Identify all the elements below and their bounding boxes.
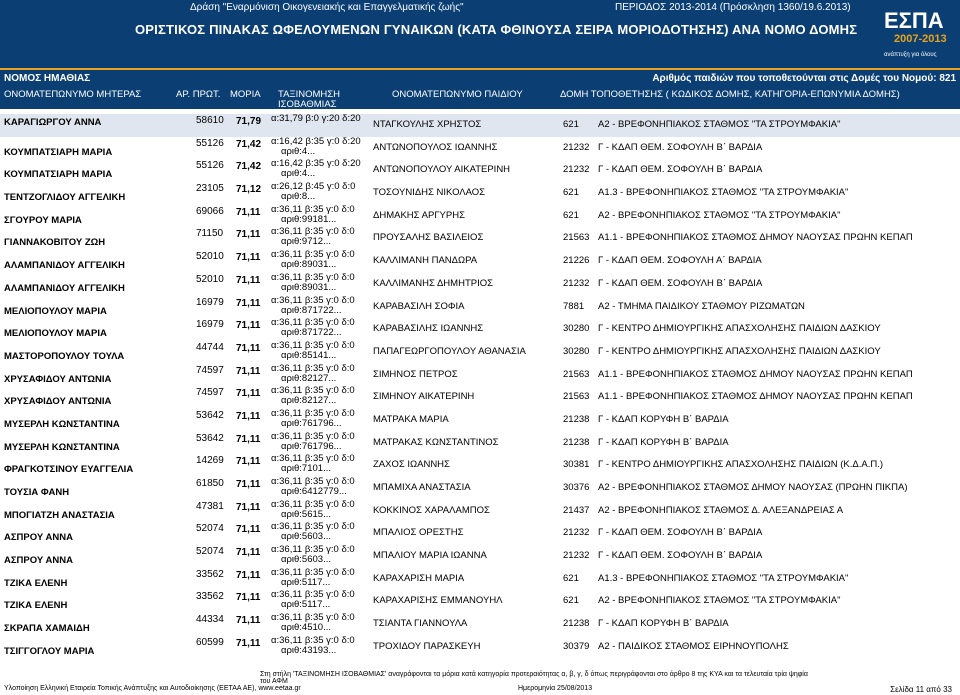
- child-name: ΚΑΛΛΙΜΑΝΗ ΠΑΝΔΩΡΑ: [373, 255, 478, 267]
- prefecture-name: ΝΟΜΟΣ ΗΜΑΘΙΑΣ: [4, 73, 91, 84]
- ranking-criteria: [271, 545, 371, 565]
- mother-name: ΑΛΑΜΠΑΝΙΔΟΥ ΑΓΓΕΛΙΚΗ: [4, 260, 125, 272]
- table-row: [0, 250, 960, 273]
- points-value: 71,11: [236, 206, 261, 218]
- points-value: 71,11: [236, 637, 261, 649]
- protocol-number: 55126: [196, 137, 224, 149]
- child-name: ΜΠΑΜΙΧΑ ΑΝΑΣΤΑΣΙΑ: [373, 482, 471, 493]
- child-name: ΑΝΤΩΝΟΠΟΥΛΟΥ ΑΙΚΑΤΕΡΙΝΗ: [373, 164, 511, 176]
- child-name: ΜΑΤΡΑΚΑ ΜΑΡΙΑ: [373, 413, 449, 425]
- table-row: [0, 386, 960, 409]
- structure-code: 21563: [563, 232, 590, 244]
- child-name: ΣΙΜΗΝΟΥ ΑΙΚΑΤΕΡΙΝΗ: [373, 391, 475, 403]
- ranking-criteria: [271, 432, 371, 452]
- ranking-criteria: [271, 273, 371, 293]
- child-name: ΣΙΜΗΝΟΣ ΠΕΤΡΟΣ: [373, 368, 458, 380]
- points-value: 71,11: [236, 320, 261, 332]
- table-row: [0, 182, 960, 205]
- mother-name: ΑΛΑΜΠΑΝΙΔΟΥ ΑΓΓΕΛΙΚΗ: [4, 282, 125, 294]
- criteria-scores: α:36,11 β:35 γ:0 δ:0: [271, 317, 355, 329]
- criteria-scores: α:36,11 β:35 γ:0 δ:0: [271, 589, 355, 601]
- mother-name: ΜΥΣΕΡΛΗ ΚΩΝΣΤΑΝΤΙΝΑ: [4, 441, 120, 453]
- ranking-criteria: [271, 386, 371, 406]
- structure-code: 21226: [563, 255, 590, 267]
- mother-name: ΜΕΛΙΟΠΟΥΛΟΥ ΜΑΡΙΑ: [4, 305, 107, 317]
- structure-code: 21232: [563, 277, 590, 289]
- placed-count: Αριθμός παιδιών που τοποθετούνται στις Δομές του Νομού: 821: [652, 73, 956, 84]
- criteria-scores: α:36,11 β:35 γ:0 δ:0: [271, 339, 355, 351]
- ranking-criteria: [271, 341, 371, 361]
- mother-name: ΤΖΙΚΑ ΕΛΕΝΗ: [4, 600, 68, 612]
- table-row: [0, 613, 960, 636]
- col-structure: ΔΟΜΗ ΤΟΠΟΘΕΤΗΣΗΣ ( ΚΩΔΙΚΟΣ ΔΟΜΗΣ, ΚΑΤΗΓΟΡΙΑ-ΕΠΩΝΥΜΙΑ ΔΟΜΗΣ): [560, 89, 900, 100]
- points-value: 71,42: [236, 138, 262, 150]
- criteria-scores: α:36,11 β:35 γ:0 δ:0: [271, 453, 355, 465]
- criteria-afm: αριθ:4...: [281, 168, 316, 180]
- criteria-scores: α:36,11 β:35 γ:0 δ:0: [271, 249, 355, 261]
- child-name: ΠΡΟΥΣΑΛΗΣ ΒΑΣΙΛΕΙΟΣ: [373, 232, 484, 244]
- mother-name: ΧΡΥΣΑΦΙΔΟΥ ΑΝΤΩΝΙΑ: [4, 396, 112, 408]
- protocol-number: 33562: [196, 568, 224, 580]
- mother-name: ΦΡΑΓΚΟΤΣΙΝΟΥ ΕΥΑΓΓΕΛΙΑ: [4, 464, 134, 476]
- criteria-afm: αριθ:89031...: [281, 281, 337, 293]
- structure-code: 21437: [563, 504, 590, 516]
- child-name: ΠΑΠΑΓΕΩΡΓΟΠΟΥΛΟΥ ΑΘΑΝΑΣΙΑ: [373, 345, 526, 357]
- protocol-number: 52074: [196, 523, 224, 535]
- criteria-scores: α:36,11 β:35 γ:0 δ:0: [271, 498, 355, 510]
- criteria-scores: α:16,42 β:35 γ:0 δ:20: [271, 135, 361, 147]
- points-value: 71,11: [236, 252, 261, 264]
- criteria-scores: α:36,11 β:35 γ:0 δ:0: [271, 612, 355, 624]
- mother-name: ΜΕΛΙΟΠΟΥΛΟΥ ΜΑΡΙΑ: [4, 328, 107, 340]
- child-name: ΤΡΟΧΙΔΟΥ ΠΑΡΑΣΚΕΥΗ: [373, 640, 481, 652]
- points-value: 71,11: [236, 524, 261, 536]
- structure-code: 30280: [563, 345, 590, 357]
- points-value: 71,79: [236, 116, 262, 127]
- page-footer: [0, 665, 960, 695]
- criteria-afm: αριθ:871722...: [281, 304, 342, 316]
- ranking-criteria: [271, 636, 371, 656]
- structure-code: 21238: [563, 618, 590, 630]
- ranking-criteria: [271, 296, 371, 316]
- criteria-scores: α:36,11 β:35 γ:0 δ:0: [271, 634, 355, 646]
- prefecture-bar: [0, 70, 960, 87]
- child-name: ΚΑΡΑΒΑΣΙΛΗΣ ΙΩΑΝΝΗΣ: [373, 323, 484, 335]
- ranking-criteria: [271, 137, 371, 157]
- criteria-scores: α:36,11 β:35 γ:0 δ:0: [271, 362, 355, 374]
- ranking-criteria: [271, 250, 371, 270]
- child-name: ΜΠΑΛΙΟΣ ΟΡΕΣΤΗΣ: [373, 527, 464, 539]
- table-row: [0, 364, 960, 387]
- results-table: [0, 114, 960, 659]
- criteria-scores: α:36,11 β:35 γ:0 δ:0: [271, 271, 355, 283]
- protocol-number: 33562: [196, 591, 224, 603]
- ranking-criteria: [271, 227, 371, 247]
- structure-name: Α1.3 - ΒΡΕΦΟΝΗΠΙΑΚΟΣ ΣΤΑΘΜΟΣ "ΤΑ ΣΤΡΟΥΜΦΑΚΙΑ": [598, 572, 849, 584]
- protocol-number: 60599: [196, 636, 224, 648]
- col-protocol: ΑΡ. ΠΡΩΤ.: [176, 89, 221, 100]
- footer-date: Ημερομηνία 25/08/2013: [518, 685, 593, 692]
- criteria-afm: αριθ:6412779...: [281, 486, 347, 497]
- structure-code: 30379: [563, 640, 590, 652]
- ranking-criteria: [271, 613, 371, 633]
- svg-text:ανάπτυξη για όλους: ανάπτυξη για όλους: [884, 52, 937, 58]
- child-name: ΚΑΡΑΧΑΡΙΣΗ ΜΑΡΙΑ: [373, 572, 465, 584]
- table-row: [0, 636, 960, 659]
- criteria-scores: α:36,11 β:35 γ:0 δ:0: [271, 521, 355, 533]
- structure-name: Γ - ΚΔΑΠ ΘΕΜ. ΣΟΦΟΥΛΗ Α΄ ΒΑΡΔΙΑ: [598, 255, 762, 267]
- col-points: ΜΟΡΙΑ: [230, 89, 261, 100]
- criteria-afm: αριθ:5603...: [281, 554, 331, 566]
- column-header: [0, 87, 960, 109]
- ranking-criteria: [271, 114, 371, 124]
- criteria-scores: α:36,11 β:35 γ:0 δ:0: [271, 430, 355, 442]
- structure-name: Γ - ΚΔΑΠ ΚΟΡΥΦΗ Β΄ ΒΑΡΔΙΑ: [598, 436, 729, 448]
- table-row: [0, 114, 960, 137]
- mother-name: ΤΟΥΣΙΑ ΦΑΝΗ: [4, 487, 70, 498]
- points-value: 71,42: [236, 161, 262, 173]
- table-row: [0, 273, 960, 296]
- ranking-criteria: [271, 182, 371, 202]
- structure-name: Γ - ΚΔΑΠ ΚΟΡΥΦΗ Β΄ ΒΑΡΔΙΑ: [598, 618, 729, 630]
- protocol-number: 53642: [196, 432, 224, 444]
- structure-code: 21563: [563, 391, 590, 403]
- child-name: ΜΠΑΛΙΟΥ ΜΑΡΙΑ ΙΩΑΝΝΑ: [373, 550, 487, 562]
- table-row: [0, 159, 960, 182]
- mother-name: ΑΣΠΡΟΥ ΑΝΝΑ: [4, 555, 73, 567]
- ranking-criteria: [271, 409, 371, 429]
- criteria-afm: αριθ:99181...: [281, 213, 337, 225]
- mother-name: ΚΟΥΜΠΑΤΣΙΑΡΗ ΜΑΡΙΑ: [4, 169, 113, 181]
- protocol-number: 14269: [196, 455, 224, 467]
- structure-name: Α1.3 - ΒΡΕΦΟΝΗΠΙΑΚΟΣ ΣΤΑΘΜΟΣ "ΤΑ ΣΤΡΟΥΜΦΑΚΙΑ": [598, 187, 849, 199]
- mother-name: ΣΚΡΑΠΑ ΧΑΜΑΙΔΗ: [4, 623, 90, 635]
- criteria-afm: αριθ:871722...: [281, 327, 342, 339]
- structure-name: Α1.1 - ΒΡΕΦΟΝΗΠΙΑΚΟΣ ΣΤΑΘΜΟΣ ΔΗΜΟΥ ΝΑΟΥΣΑΣ ΠΡΩΗΝ ΚΕΠΑΠ: [598, 391, 913, 403]
- criteria-afm: αριθ:8...: [281, 191, 316, 203]
- protocol-number: 69066: [196, 205, 224, 217]
- structure-name: Α2 - ΒΡΕΦΟΝΗΠΙΑΚΟΣ ΣΤΑΘΜΟΣ Δ. ΑΛΕΞΑΝΔΡΕΙΑΣ Α: [598, 504, 844, 516]
- criteria-afm: αριθ:4510...: [281, 622, 331, 634]
- criteria-afm: αριθ:89031...: [281, 259, 337, 271]
- criteria-afm: αριθ:5117...: [281, 576, 331, 588]
- criteria-afm: αριθ:4...: [281, 145, 316, 157]
- mother-name: ΤΣΙΓΓΟΓΛΟΥ ΜΑΡΙΑ: [4, 645, 95, 657]
- col-ranking-2: ΙΣΟΒΑΘΜΙΑΣ: [278, 99, 337, 110]
- table-row: [0, 318, 960, 341]
- mother-name: ΜΑΣΤΟΡΟΠΟΥΛΟΥ ΤΟΥΛΑ: [4, 350, 125, 362]
- structure-name: Α2 - ΒΡΕΦΟΝΗΠΙΑΚΟΣ ΣΤΑΘΜΟΣ "ΤΑ ΣΤΡΟΥΜΦΑΚΙΑ": [598, 209, 841, 221]
- protocol-number: 44334: [196, 614, 224, 626]
- table-row: [0, 296, 960, 319]
- child-name: ΑΝΤΩΝΟΠΟΥΛΟΣ ΙΩΑΝΝΗΣ: [373, 141, 498, 153]
- structure-code: 21232: [563, 141, 590, 153]
- mother-name: ΤΖΙΚΑ ΕΛΕΝΗ: [4, 577, 68, 589]
- structure-name: Α2 - ΤΜΗΜΑ ΠΑΙΔΙΚΟΥ ΣΤΑΘΜΟΥ ΡΙΖΩΜΑΤΩΝ: [598, 300, 805, 312]
- structure-name: Γ - ΚΔΑΠ ΘΕΜ. ΣΟΦΟΥΛΗ Β΄ ΒΑΡΔΙΑ: [598, 141, 763, 153]
- protocol-number: 52010: [196, 251, 224, 263]
- structure-code: 21238: [563, 413, 590, 425]
- protocol-number: 58610: [196, 115, 224, 126]
- child-name: ΝΤΑΓΚΟΥΛΗΣ ΧΡΗΣΤΟΣ: [373, 119, 482, 130]
- structure-code: 30381: [563, 459, 590, 471]
- child-name: ΚΑΡΑΧΑΡΙΣΗΣ ΕΜΜΑΝΟΥΗΛ: [373, 595, 503, 607]
- criteria-scores: α:36,11 β:35 γ:0 δ:0: [271, 294, 355, 306]
- criteria-afm: αριθ:82127...: [281, 395, 337, 407]
- ranking-criteria: [271, 522, 371, 542]
- structure-name: Α1.1 - ΒΡΕΦΟΝΗΠΙΑΚΟΣ ΣΤΑΘΜΟΣ ΔΗΜΟΥ ΝΑΟΥΣΑΣ ΠΡΩΗΝ ΚΕΠΑΠ: [598, 232, 913, 244]
- ranking-criteria: [271, 454, 371, 474]
- protocol-number: 53642: [196, 409, 224, 421]
- criteria-scores: α:36,11 β:35 γ:0 δ:0: [271, 407, 355, 419]
- structure-code: 21563: [563, 368, 590, 380]
- points-value: 71,11: [236, 229, 261, 241]
- protocol-number: 74597: [196, 387, 224, 399]
- structure-code: 621: [563, 187, 579, 199]
- table-row: [0, 454, 960, 477]
- structure-code: 621: [563, 119, 579, 130]
- structure-name: Γ - ΚΔΑΠ ΘΕΜ. ΣΟΦΟΥΛΗ Β΄ ΒΑΡΔΙΑ: [598, 164, 763, 176]
- points-value: 71,11: [236, 569, 261, 581]
- table-row: [0, 522, 960, 545]
- child-name: ΔΗΜΑΚΗΣ ΑΡΓΥΡΗΣ: [373, 209, 465, 221]
- protocol-number: 52010: [196, 273, 224, 285]
- footer-org: Υλοποίηση Ελληνική Εταιρεία Τοπικής Ανάπτυξης και Αυτοδιοίκησης (ΕΕΤΑΑ ΑΕ), www.eetaa.gr: [4, 685, 301, 692]
- table-row: [0, 137, 960, 160]
- mother-name: ΜΠΟΓΙΑΤΖΗ ΑΝΑΣΤΑΣΙΑ: [4, 509, 115, 521]
- points-value: 71,11: [236, 342, 261, 354]
- points-value: 71,11: [236, 433, 261, 445]
- mother-name: ΚΑΡΑΓΙΩΡΓΟΥ ΑΝΝΑ: [4, 117, 102, 128]
- criteria-scores: α:36,11 β:35 γ:0 δ:0: [271, 476, 355, 487]
- protocol-number: 44744: [196, 341, 224, 353]
- mother-name: ΓΙΑΝΝΑΚΟΒΙΤΟΥ ΖΩΗ: [4, 237, 106, 249]
- espa-logo: [880, 2, 958, 64]
- child-name: ΖΑΧΟΣ ΙΩΑΝΝΗΣ: [373, 459, 450, 471]
- table-row: [0, 341, 960, 364]
- protocol-number: 47381: [196, 500, 224, 512]
- structure-name: Γ - ΚΔΑΠ ΚΟΡΥΦΗ Β΄ ΒΑΡΔΙΑ: [598, 413, 729, 425]
- points-value: 71,11: [236, 592, 261, 604]
- criteria-afm: αριθ:5117...: [281, 599, 331, 611]
- child-name: ΤΣΙΑΝΤΑ ΓΙΑΝΝΟΥΛΑ: [373, 618, 468, 630]
- col-ranking-1: ΤΑΞΙΝΟΜΗΣΗ: [278, 89, 341, 100]
- protocol-number: 55126: [196, 160, 224, 172]
- points-value: 71,11: [236, 365, 261, 377]
- criteria-afm: αριθ:5615...: [281, 508, 331, 520]
- child-name: ΚΟΚΚΙΝΟΣ ΧΑΡΑΛΑΜΠΟΣ: [373, 504, 490, 516]
- criteria-afm: αριθ:761796...: [281, 440, 342, 452]
- structure-code: 621: [563, 572, 579, 584]
- mother-name: ΚΟΥΜΠΑΤΣΙΑΡΗ ΜΑΡΙΑ: [4, 146, 113, 158]
- points-value: 71,11: [236, 388, 261, 400]
- child-name: ΚΑΛΛΙΜΑΝΗΣ ΔΗΜΗΤΡΙΟΣ: [373, 277, 493, 289]
- table-row: [0, 568, 960, 591]
- table-row: [0, 500, 960, 523]
- mother-name: ΑΣΠΡΟΥ ΑΝΝΑ: [4, 532, 73, 544]
- structure-name: Α2 - ΠΑΙΔΙΚΟΣ ΣΤΑΘΜΟΣ ΕΙΡΗΝΟΥΠΟΛΗΣ: [598, 640, 789, 652]
- structure-code: 21238: [563, 436, 590, 448]
- table-row: [0, 409, 960, 432]
- page-header: [0, 0, 960, 68]
- structure-code: 7881: [563, 300, 585, 312]
- protocol-number: 23105: [196, 183, 224, 195]
- structure-name: Γ - ΚΔΑΠ ΘΕΜ. ΣΟΦΟΥΛΗ Β΄ ΒΑΡΔΙΑ: [598, 277, 763, 289]
- criteria-afm: αριθ:7101...: [281, 463, 331, 475]
- child-name: ΤΟΣΟΥΝΙΔΗΣ ΝΙΚΟΛΑΟΣ: [373, 187, 486, 199]
- criteria-scores: α:26,12 β:45 γ:0 δ:0: [271, 181, 356, 193]
- points-value: 71,11: [236, 456, 261, 468]
- mother-name: ΜΥΣΕΡΛΗ ΚΩΝΣΤΑΝΤΙΝΑ: [4, 418, 120, 430]
- structure-name: Γ - ΚΔΑΠ ΘΕΜ. ΣΟΦΟΥΛΗ Β΄ ΒΑΡΔΙΑ: [598, 550, 763, 562]
- program-title: Δράση "Εναρμόνιση Οικογενειακής και Επαγγελματικής ζωής": [190, 2, 464, 13]
- col-child: ΟΝΟΜΑΤΕΠΩΝΥΜΟ ΠΑΙΔΙΟΥ: [392, 89, 523, 100]
- table-row: [0, 432, 960, 455]
- table-row: [0, 205, 960, 228]
- criteria-scores: α:36,11 β:35 γ:0 δ:0: [271, 544, 355, 556]
- page-title: ΟΡΙΣΤΙΚΟΣ ΠΙΝΑΚΑΣ ΩΦΕΛΟΥΜΕΝΩΝ ΓΥΝΑΙΚΩΝ (ΚΑΤΑ ΦΘΙΝΟΥΣΑ ΣΕΙΡΑ ΜΟΡΙΟΔΟΤΗΣΗΣ) ΑΝΑ ΝΟΜΟ ΔΟΜΗΣ: [135, 22, 858, 37]
- criteria-scores: α:31,79 β:0 γ:20 δ:20: [271, 113, 361, 124]
- criteria-afm: αριθ:761796...: [281, 417, 342, 429]
- table-row: [0, 545, 960, 568]
- points-value: 71,11: [236, 274, 261, 286]
- col-mother: ΟΝΟΜΑΤΕΠΩΝΥΜΟ ΜΗΤΕΡΑΣ: [4, 89, 142, 100]
- criteria-afm: αριθ:43193...: [281, 644, 337, 656]
- criteria-scores: α:36,11 β:35 γ:0 δ:0: [271, 566, 355, 578]
- structure-name: Α2 - ΒΡΕΦΟΝΗΠΙΑΚΟΣ ΣΤΑΘΜΟΣ "ΤΑ ΣΤΡΟΥΜΦΑΚΙΑ": [598, 119, 841, 130]
- criteria-scores: α:36,11 β:35 γ:0 δ:0: [271, 203, 355, 215]
- ranking-criteria: [271, 318, 371, 338]
- structure-code: 21232: [563, 550, 590, 562]
- protocol-number: 74597: [196, 364, 224, 376]
- structure-code: 21232: [563, 164, 590, 176]
- table-row: [0, 590, 960, 613]
- protocol-number: 61850: [196, 478, 224, 489]
- mother-name: ΧΡΥΣΑΦΙΔΟΥ ΑΝΤΩΝΙΑ: [4, 373, 112, 385]
- protocol-number: 16979: [196, 296, 224, 308]
- mother-name: ΤΕΝΤΖΟΓΛΙΔΟΥ ΑΓΓΕΛΙΚΗ: [4, 192, 126, 204]
- ranking-criteria: [271, 205, 371, 225]
- structure-name: Γ - ΚΕΝΤΡΟ ΔΗΜΙΟΥΡΓΙΚΗΣ ΑΠΑΣΧΟΛΗΣΗΣ ΠΑΙΔΙΩΝ ΔΑΣΚΙΟΥ: [598, 323, 881, 335]
- criteria-scores: α:16,42 β:35 γ:0 δ:20: [271, 158, 361, 170]
- mother-name: ΣΓΟΥΡΟΥ ΜΑΡΙΑ: [4, 214, 82, 226]
- structure-name: Γ - ΚΕΝΤΡΟ ΔΗΜΙΟΥΡΓΙΚΗΣ ΑΠΑΣΧΟΛΗΣΗΣ ΠΑΙΔΙΩΝ ΔΑΣΚΙΟΥ: [598, 345, 881, 357]
- protocol-number: 16979: [196, 319, 224, 331]
- ranking-criteria: [271, 590, 371, 610]
- ranking-criteria: [271, 364, 371, 384]
- ranking-criteria: [271, 159, 371, 179]
- structure-name: Γ - ΚΕΝΤΡΟ ΔΗΜΙΟΥΡΓΙΚΗΣ ΑΠΑΣΧΟΛΗΣΗΣ ΠΑΙΔΙΩΝ (Κ.Δ.Α.Π.): [598, 459, 884, 471]
- criteria-afm: αριθ:82127...: [281, 372, 337, 384]
- period-label: ΠΕΡΙΟΔΟΣ 2013-2014 (Πρόσκληση 1360/19.6.2013): [615, 2, 851, 13]
- structure-code: 621: [563, 595, 579, 607]
- child-name: ΚΑΡΑΒΑΣΙΛΗ ΣΟΦΙΑ: [373, 300, 465, 312]
- table-row: [0, 477, 960, 500]
- criteria-afm: αριθ:5603...: [281, 531, 331, 543]
- points-value: 71,11: [236, 297, 261, 309]
- protocol-number: 52074: [196, 546, 224, 558]
- points-value: 71,11: [236, 615, 261, 627]
- structure-name: Α2 - ΒΡΕΦΟΝΗΠΙΑΚΟΣ ΣΤΑΘΜΟΣ "ΤΑ ΣΤΡΟΥΜΦΑΚΙΑ": [598, 595, 841, 607]
- child-name: ΜΑΤΡΑΚΑΣ ΚΩΝΣΤΑΝΤΙΝΟΣ: [373, 436, 499, 448]
- footer-note: Στη στήλη 'ΤΑΞΙΝΟΜΗΣΗ ΙΣΟΒΑΘΜΙΑΣ' αναγράφονται τα μόρια κατά κατηγορία προτεραιότητας α, β, γ, δ όπως περιγράφονται στο άρθρο 8 της ΚΥΑ και τα τελευταία τρία ψηφία του ΑΦΜ: [260, 671, 808, 685]
- criteria-scores: α:36,11 β:35 γ:0 δ:0: [271, 226, 355, 238]
- points-value: 71,11: [236, 410, 261, 422]
- points-value: 71,11: [236, 547, 261, 559]
- criteria-afm: αριθ:9712...: [281, 236, 331, 248]
- ranking-criteria: [271, 568, 371, 588]
- ranking-criteria: [271, 477, 371, 497]
- structure-code: 21232: [563, 527, 590, 539]
- svg-text:2007-2013: 2007-2013: [894, 33, 947, 45]
- svg-text:ΕΣΠΑ: ΕΣΠΑ: [884, 8, 944, 33]
- structure-code: 30376: [563, 482, 590, 493]
- points-value: 71,12: [236, 184, 262, 196]
- structure-name: Α2 - ΒΡΕΦΟΝΗΠΙΑΚΟΣ ΣΤΑΘΜΟΣ ΔΗΜΟΥ ΝΑΟΥΣΑΣ (ΠΡΩΗΝ ΠΙΚΠΑ): [598, 482, 908, 493]
- table-row: [0, 227, 960, 250]
- page-number: Σελίδα 11 από 33: [890, 685, 952, 694]
- structure-code: 621: [563, 209, 579, 221]
- structure-name: Α1.1 - ΒΡΕΦΟΝΗΠΙΑΚΟΣ ΣΤΑΘΜΟΣ ΔΗΜΟΥ ΝΑΟΥΣΑΣ ΠΡΩΗΝ ΚΕΠΑΠ: [598, 368, 913, 380]
- criteria-afm: αριθ:85141...: [281, 349, 337, 361]
- points-value: 71,11: [236, 501, 261, 513]
- structure-name: Γ - ΚΔΑΠ ΘΕΜ. ΣΟΦΟΥΛΗ Β΄ ΒΑΡΔΙΑ: [598, 527, 763, 539]
- points-value: 71,11: [236, 479, 261, 490]
- ranking-criteria: [271, 500, 371, 520]
- criteria-scores: α:36,11 β:35 γ:0 δ:0: [271, 385, 355, 397]
- structure-code: 30280: [563, 323, 590, 335]
- protocol-number: 71150: [196, 228, 224, 240]
